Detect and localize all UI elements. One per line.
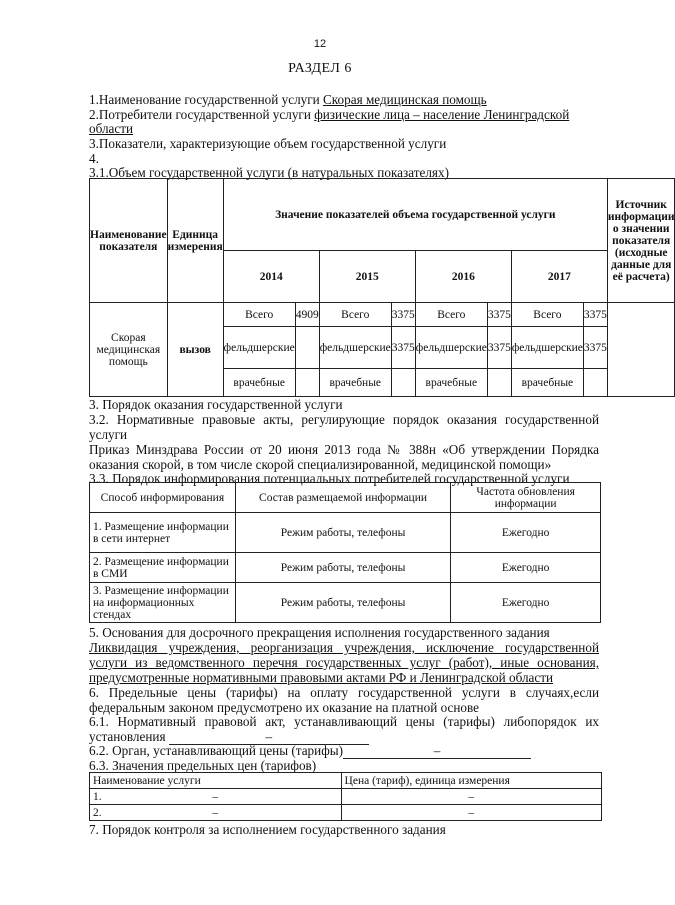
cell-value: 4909 [295,303,319,327]
header-method: Способ информирования [90,483,236,513]
item-3-1: 3.1.Объем государственной услуги (в натуральных показателях) [89,165,449,180]
cell-value: 3375 [583,303,607,327]
section-title: РАЗДЕЛ 6 [288,61,352,76]
item-2-value-cont: области [89,121,134,136]
cell-label: фельдшерские [319,327,391,369]
cell-label: врачебные [319,369,391,397]
cell-value: 3375 [583,327,607,369]
price-table [89,772,602,821]
cell-value: 3375 [391,303,415,327]
price-row-num: 2. [93,807,102,819]
order-heading: 3. Порядок оказания государственной услуги [89,397,343,412]
cell-value [295,369,319,397]
termination-text: Ликвидация учреждения, реорганизация учреждения, исключение государственной услуги из ведомственного перечня государственных услуг (работ), иные основания, предусмотренные нормативными правовыми актами РФ и Ленинградской области [89,640,599,685]
cell-value: 3375 [487,327,511,369]
price-act-value: – [169,729,369,745]
price-row-price: – [341,789,601,805]
cell-label: Всего [319,303,391,327]
cell-value [295,327,319,369]
informing-heading: 3.3. Порядок информирования потенциальных потребителей государственной услуги [89,471,570,486]
row-unit: вызов [167,303,223,397]
legal-acts-heading: 3.2. Нормативные правовые акты, регулирующие порядок оказания государственной услуги [89,412,599,442]
item-2-value: физические лица – население Ленинградской [314,107,570,122]
price-authority-value: – [343,743,531,759]
cell-label: фельдшерские [511,327,583,369]
price-row-name [90,805,342,821]
item-4: 4. [89,151,99,166]
cell-value [391,369,415,397]
header-frequency: Частота обновления информации [451,483,601,513]
header-service-name: Наименование услуги [90,773,342,789]
price-row-service: – [212,806,219,819]
item-1 [89,92,599,107]
price-authority-label: 6.2. Орган, устанавливающий цены (тарифы) [89,743,344,758]
item-1-value: Скорая медицинская помощь [323,92,487,107]
header-indicator-name: Наименование показателя [90,179,168,303]
cell-value [583,369,607,397]
item-1-label: 1.Наименование государственной услуги [89,92,324,107]
price-row-name [90,789,342,805]
prices-heading: 6. Предельные цены (тарифы) на оплату государственной услуги в случаях,если федеральным законом предусмотрено их оказание на платной основе [89,685,599,715]
cell-label: Всего [415,303,487,327]
info-frequency: Ежегодно [451,553,601,583]
cell-label: врачебные [223,369,295,397]
header-source: Источник информации о значении показателя (исходные данные для её расчета) [607,179,675,303]
year-2015: 2015 [319,251,415,303]
info-content: Режим работы, телефоны [235,583,450,623]
header-value: Значение показателей объема государственной услуги [223,179,607,251]
price-authority [89,743,599,759]
row-indicator-name: Скорая медицинская помощь [90,303,168,397]
info-frequency: Ежегодно [451,583,601,623]
info-method: 3. Размещение информации на информационных стендах [90,583,236,623]
item-2 [89,107,599,122]
cell-value: 3375 [487,303,511,327]
price-row-num: 1. [93,791,102,803]
item-3: 3.Показатели, характеризующие объем государственной услуги [89,136,447,151]
termination-heading: 5. Основания для досрочного прекращения исполнения государственного задания [89,625,550,640]
header-content: Состав размещаемой информации [235,483,450,513]
row-source [607,303,675,397]
price-act-label: 6.1. Нормативный правовой акт, устанавливающий цены (тарифы) либопорядок их установления [89,714,599,744]
price-row-price: – [341,805,601,821]
volume-table [89,178,675,397]
cell-value: 3375 [391,327,415,369]
year-2017: 2017 [511,251,607,303]
price-row-service: – [212,790,219,803]
info-frequency: Ежегодно [451,513,601,553]
page-number: 12 [313,38,327,50]
year-2016: 2016 [415,251,511,303]
header-unit: Единица измерения [167,179,223,303]
cell-label: фельдшерские [415,327,487,369]
cell-value [487,369,511,397]
item-2-label: 2.Потребители государственной услуги [89,107,315,122]
cell-label: Всего [223,303,295,327]
info-method: 1. Размещение информации в сети интернет [90,513,236,553]
info-method: 2. Размещение информации в СМИ [90,553,236,583]
cell-label: фельдшерские [223,327,295,369]
order-text: Приказ Минздрава России от 20 июня 2013 года № 388н «Об утверждении Порядка оказания скорой, в том числе скорой специализированной, медицинской помощи» [89,442,599,472]
header-price: Цена (тариф), единица измерения [341,773,601,789]
price-values-heading: 6.3. Значения предельных цен (тарифов) [89,758,317,773]
price-act [89,714,599,745]
year-2014: 2014 [223,251,319,303]
info-content: Режим работы, телефоны [235,513,450,553]
cell-label: Всего [511,303,583,327]
control-heading: 7. Порядок контроля за исполнением государственного задания [89,822,446,837]
info-content: Режим работы, телефоны [235,553,450,583]
cell-label: врачебные [415,369,487,397]
informing-table [89,482,601,623]
cell-label: врачебные [511,369,583,397]
